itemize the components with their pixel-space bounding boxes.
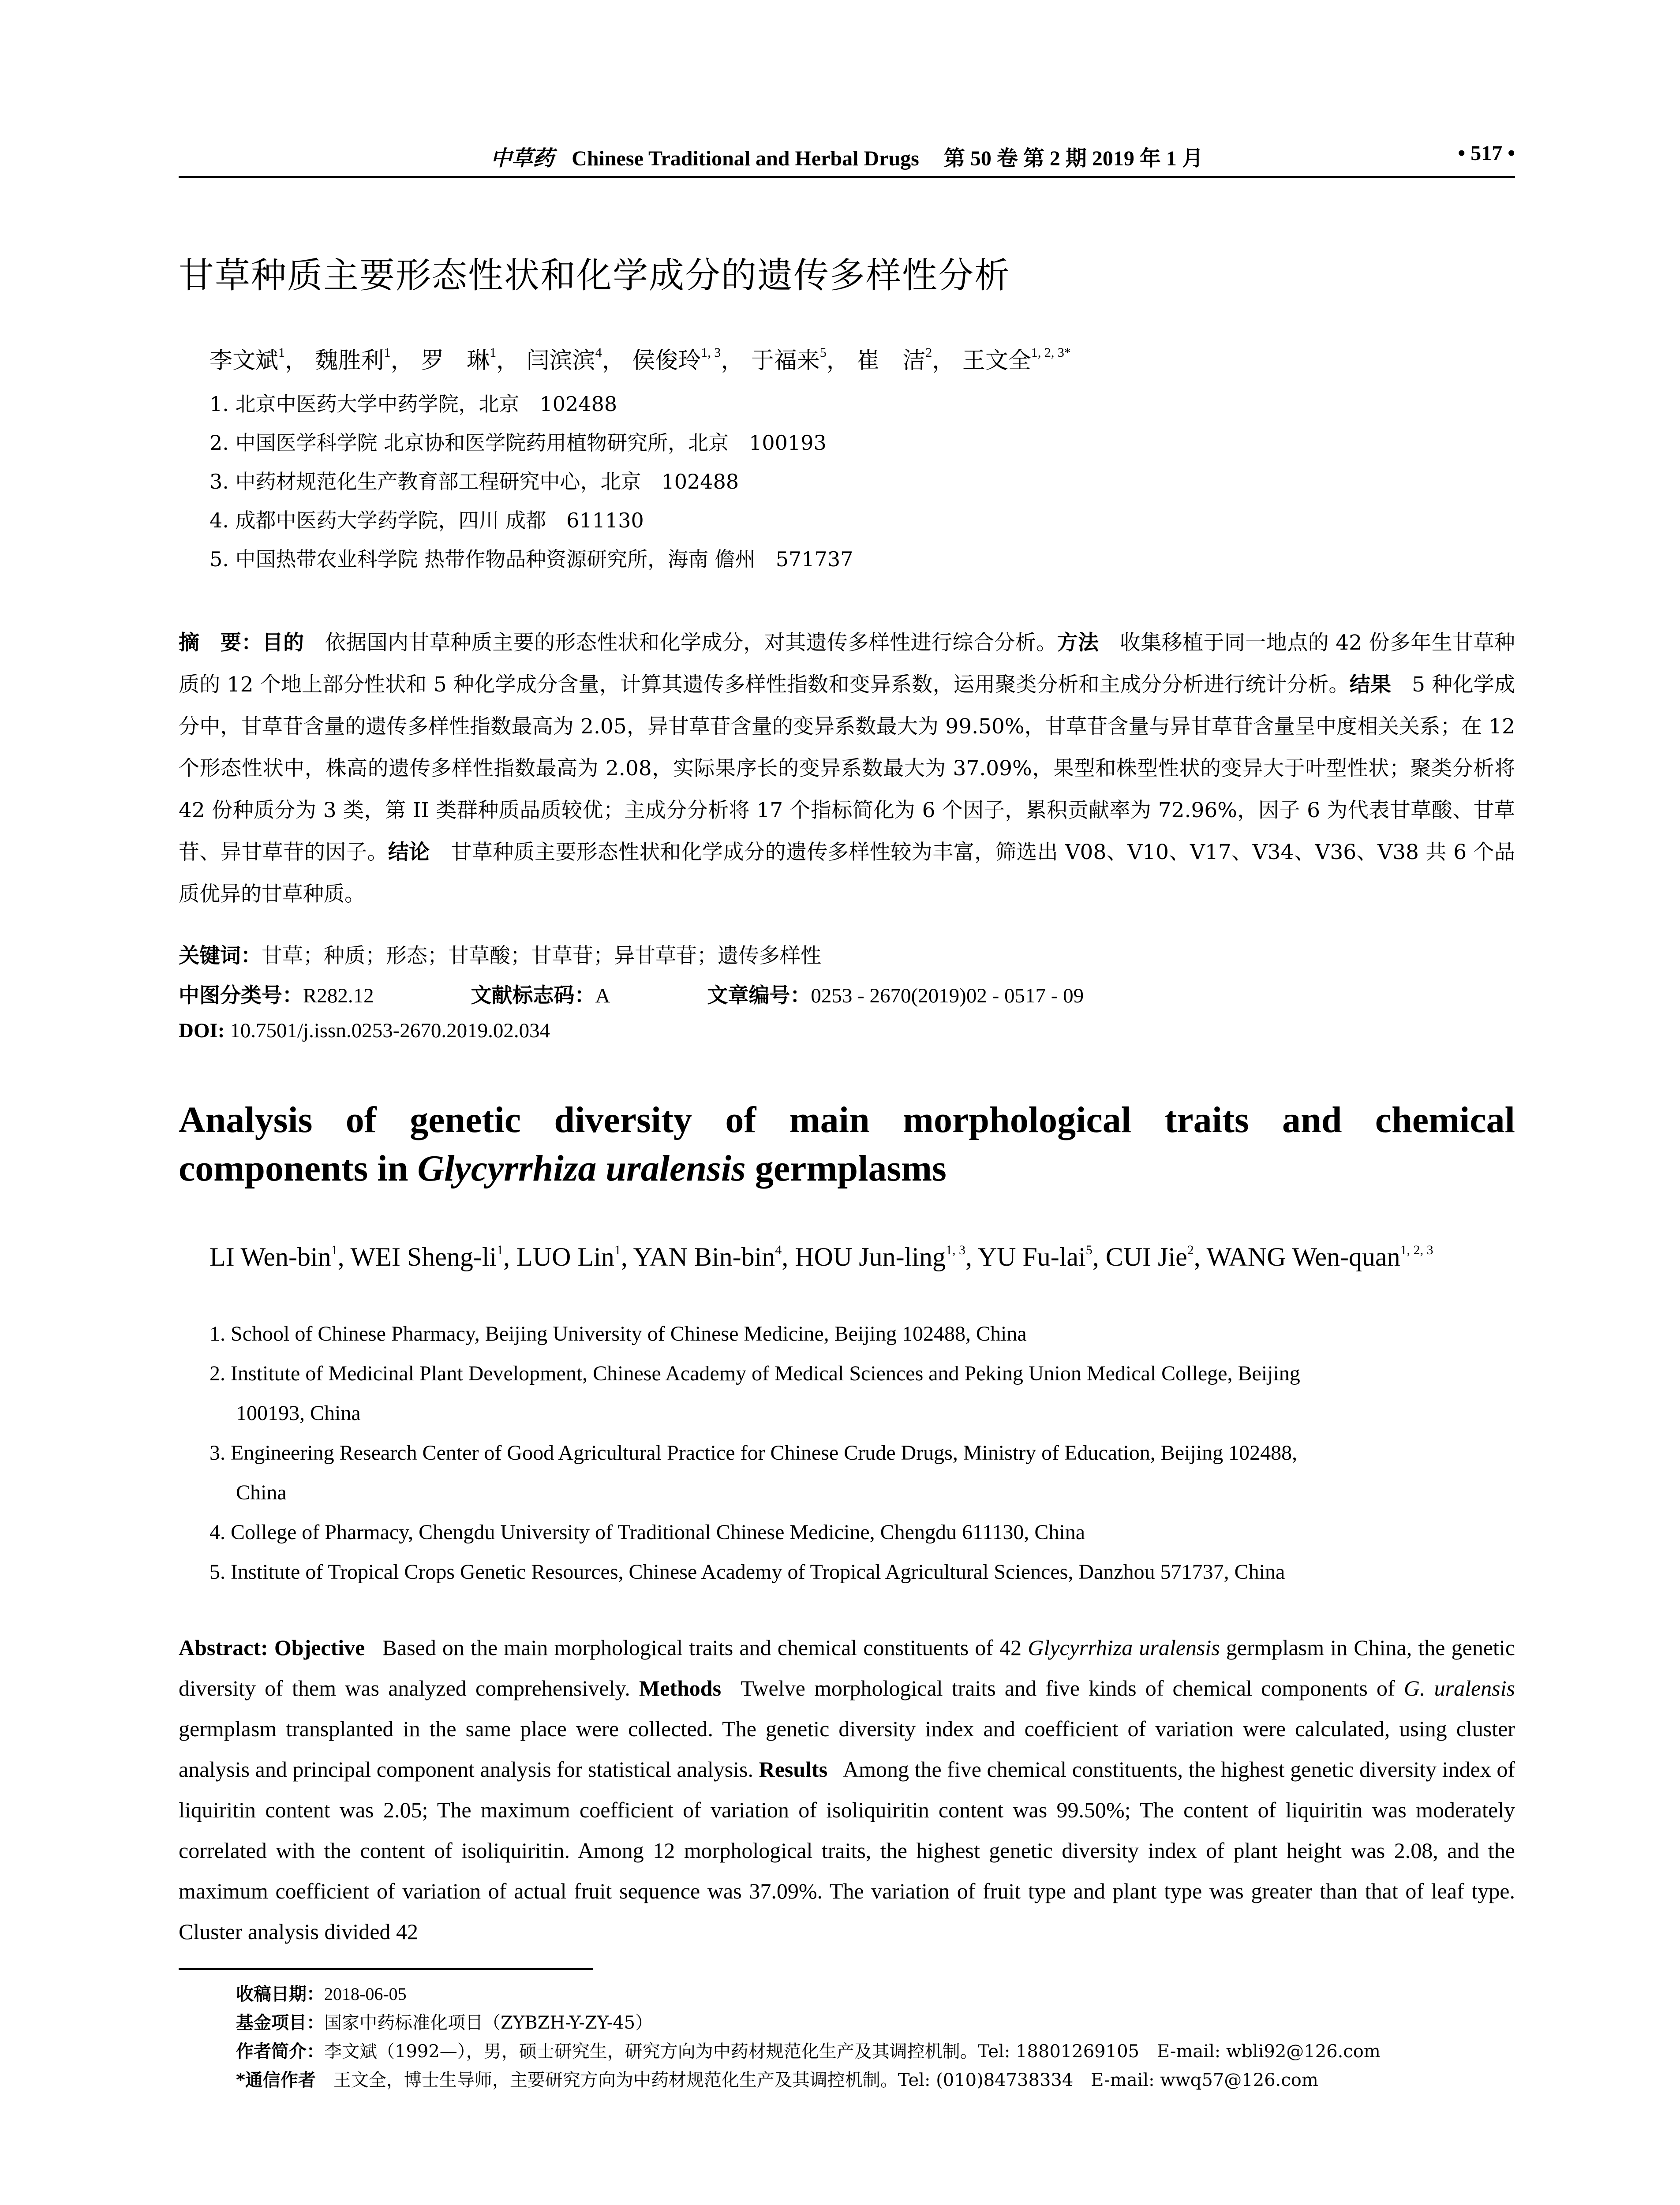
author-affil-sup: 1 [497,1243,504,1257]
methods-label-cn: 方法 [1057,631,1099,655]
author-affil-sup: 5 [1085,1243,1093,1257]
author-affil-sup: 1, 3 [701,345,721,360]
title-en [179,1096,1515,1193]
keywords-text: 甘草；种质；形态；甘草酸；甘草苷；异甘草苷；遗传多样性 [262,944,821,968]
footnote-text: 国家中药标准化项目（ZYBZH-Y-ZY-45） [324,2013,653,2033]
author-en: YAN Bin-bin [633,1242,775,1271]
abstract-cn [179,622,1515,915]
conclusion-text-cn: 甘草种质主要形态性状和化学成分的遗传多样性较为丰富，筛选出 V08、V10、V17、V34、V36、V38 共 6 个品质优异的甘草种质。 [179,840,1515,906]
clc-value: R282.12 [303,984,374,1007]
abstract-label-cn: 摘 要： [179,631,262,655]
footnote-fund [236,2009,653,2034]
author-affil-sup: 1, 3 [945,1243,965,1257]
author-affil-sup: 1 [384,345,391,360]
title-en-line1: Analysis of genetic diversity of main morphological traits and chemical [179,1099,1515,1140]
species-name: Glycyrrhiza uralensis [1028,1635,1220,1660]
footnote-rule [179,1968,593,1970]
affiliation-en-line: 5. Institute of Tropical Crops Genetic Resources, Chinese Academy of Tropical Agricultural Sciences, Danzhou 571737, China [210,1560,1285,1584]
author-en: HOU Jun-ling [795,1242,946,1271]
journal-name-en: Chinese Traditional and Herbal Drugs [572,147,919,170]
author-affil-sup: 1, 2, 3* [1031,345,1071,360]
results-label-en: Results [759,1757,828,1782]
footnote-text: 李文斌（1992—），男，硕士研究生，研究方向为中药材规范化生产及其调控机制。Tel: 18801269105 E-mail: wbli92@126.com [324,2041,1381,2062]
affiliation-cn: 2. 中国医学科学院 北京协和医学院药用植物研究所，北京 100193 [210,431,827,455]
footnote-label: 作者简介： [236,2041,324,2062]
running-header [179,141,1515,171]
footnote-label: *通信作者 [236,2070,316,2090]
issue-info: 第 50 卷 第 2 期 2019 年 1 月 [943,147,1203,170]
results-text-cn: 5 种化学成分中，甘草苷含量的遗传多样性指数最高为 2.05，异甘草苷含量的变异系数最大为 99.50%，甘草苷含量与异甘草苷含量呈中度相关关系；在 12 个形态性状中，株高的遗传多样性指数最高为 2.08，实际果序长的变异系数最大为 37.09%，果型和株型性状的变异大于叶型性状；聚类分析将 42 份种质分为 3 类，第 II 类群种质品质较优；主成分分析将 17 个指标简化为 6 个因子，累积贡献率为 72.96%，因子 6 为代表甘草酸、甘草苷、异甘草苷的因子。 [179,673,1515,864]
affiliation-en [210,1513,1515,1552]
doc-code-value: A [595,984,610,1007]
author-affil-sup: 1 [331,1243,338,1257]
affiliation-en [210,1433,1515,1513]
author-cn: 王文全 [962,348,1031,374]
footnote-bio [236,2037,1381,2063]
author-cn: 魏胜利 [315,348,384,374]
title-en-line2-post: germplasms [745,1148,947,1189]
species-abbrev: G. uralensis [1403,1676,1515,1700]
author-cn: 崔 洁 [857,348,926,374]
methods-text-en: Twelve morphological traits and five kinds of chemical components of [741,1676,1404,1700]
objective-text-en: germplasm in China, the genetic diversity of them was analyzed comprehensively. [179,1635,1515,1700]
affiliation-cn: 5. 中国热带农业科学院 热带作物品种资源研究所，海南 儋州 571737 [210,547,853,571]
author-affil-sup: 4 [595,345,602,360]
clc-label: 中图分类号： [179,983,303,1008]
author-affil-sup: 4 [775,1243,782,1257]
objective-text-cn: 依据国内甘草种质主要的形态性状和化学成分，对其遗传多样性进行综合分析。 [325,631,1057,655]
objective-label-cn: 目的 [262,631,304,655]
author-affil-sup: 2 [1187,1243,1194,1257]
conclusion-label-cn: 结论 [388,840,430,864]
author-cn: 侯俊玲 [632,348,701,374]
footnote-label: 收稿日期： [236,1984,324,2004]
author-en: LI Wen-bin [210,1242,331,1271]
author-affil-sup: 2 [925,345,932,360]
methods-text-en: germplasm transplanted in the same place were collected. The genetic diversity index and coefficient of variation were calculated, using cluster analysis and principal component analysis for statistical analysis. [179,1716,1515,1782]
article-no-value: 0253 - 2670(2019)02 - 0517 - 09 [811,984,1084,1007]
authors-en: LI Wen-bin$^1$, WEI Sheng-$li^1$, LUO Lin$^1$, YAN Bin-bin$^4$, HOU Jun-ling$^{1, 3}$, YU Fu-lai$^5$, CUI Jie$^2$, WANG Wen-quan$^{1, 2, 3}$ [210,1242,1433,1271]
affiliation-en [210,1552,1515,1592]
author-en: WEI Sheng-li [350,1242,497,1271]
species-name: Glycyrrhiza uralensis [417,1148,746,1189]
author-en: LUO Lin [516,1242,614,1271]
doi-value: 10.7501/j.issn.0253-2670.2019.02.034 [230,1019,550,1042]
doi-label: DOI: [179,1019,225,1042]
title-cn: 甘草种质主要形态性状和化学成分的遗传多样性分析 [179,255,1010,296]
objective-label-en: Objective [274,1635,365,1660]
footnote-text: 2018-06-05 [324,1984,407,2004]
footnote-text: 王文全，博士生导师，主要研究方向为中药材规范化生产及其调控机制。Tel: (010)84738334 E-mail: wwq57@126.com [333,2070,1318,2090]
author-affil-sup: 1 [614,1243,621,1257]
results-text-en: Among the five chemical constituents, the highest genetic diversity index of liquiritin content was 2.05; The maximum coefficient of variation of isoliquiritin content was 99.50%; The content of liquiritin was moderately correlated with the content of isoliquiritin. Among 12 morphological traits, the highest genetic diversity index of plant height was 2.08, and the maximum coefficient of variation of actual fruit sequence was 37.09%. The variation of fruit type and plant type was greater than that of leaf type. Cluster analysis divided 42 [179,1757,1515,1944]
affiliation-en-cont: China [236,1481,287,1504]
author-affil-sup: 1 [490,345,497,360]
affiliation-cn: 4. 成都中医药大学药学院，四川 成都 611130 [210,508,644,532]
affiliation-cn: 1. 北京中医药大学中药学院，北京 102488 [210,392,617,416]
methods-label-en: Methods [639,1676,722,1700]
doi-line [179,1019,550,1043]
results-label-cn: 结果 [1349,673,1392,697]
affiliation-cn: 3. 中药材规范化生产教育部工程研究中心，北京 102488 [210,470,739,493]
page-number: • 517 • [1458,142,1515,165]
affiliation-en-cont: 100193, China [236,1401,361,1425]
affiliation-en [210,1354,1515,1433]
author-affil-sup: 5 [819,345,827,360]
journal-info [179,141,1515,172]
affiliation-en-line: 3. Engineering Research Center of Good Agricultural Practice for Chinese Crude Drugs, Ministry of Education, Beijing 102488, [210,1441,1298,1465]
affiliation-en-line: 2. Institute of Medicinal Plant Development, Chinese Academy of Medical Sciences and Peking Union Medical College, Beijing [210,1362,1300,1385]
author-en: WANG Wen-quan [1206,1242,1400,1271]
affiliation-en-line: 4. College of Pharmacy, Chengdu University of Traditional Chinese Medicine, Chengdu 611130, China [210,1521,1085,1544]
author-affil-sup: 1 [278,345,285,360]
classification-line [179,979,1084,1009]
affiliation-en [210,1314,1515,1354]
author-cn: 李文斌 [210,348,279,374]
keywords-cn [179,939,821,969]
footnote-label: 基金项目： [236,2013,324,2033]
abstract-label-en: Abstract: [179,1635,268,1660]
affiliation-en-line: 1. School of Chinese Pharmacy, Beijing University of Chinese Medicine, Beijing 102488, China [210,1322,1027,1345]
author-cn: 闫滨滨 [526,348,595,374]
keywords-label: 关键词： [179,944,262,968]
authors-cn: 李文斌$^1$， 魏胜利$^1$， 罗 琳$^1$， 闫滨滨$^4$， 侯俊玲$^{1, 3}$， 于福来$^5$， 崔 洁$^2$， 王文全$^{1, 2, 3*}$ [210,345,1071,374]
footnote-received [236,1980,407,2005]
author-en: YU Fu-lai [977,1242,1086,1271]
methods-text-cn: 收集移植于同一地点的 42 份多年生甘草种质的 12 个地上部分性状和 5 种化学成分含量，计算其遗传多样性指数和变异系数，运用聚类分析和主成分分析进行统计分析。 [179,631,1515,697]
objective-text-en: Based on the main morphological traits and chemical constituents of 42 [382,1635,1028,1660]
abstract-en [179,1627,1515,1952]
header-rule [179,176,1515,178]
author-cn: 于福来 [751,348,820,374]
journal-name-cn: 中草药 [490,146,554,171]
author-affil-sup: 1, 2, 3 [1400,1243,1433,1257]
author-cn: 罗 琳 [421,348,490,374]
author-en: CUI Jie [1105,1242,1187,1271]
footnote-corresponding [236,2066,1318,2091]
doc-code-label: 文献标志码： [471,983,595,1008]
article-no-label: 文章编号： [707,983,811,1008]
title-en-line2-pre: components in [179,1148,418,1189]
